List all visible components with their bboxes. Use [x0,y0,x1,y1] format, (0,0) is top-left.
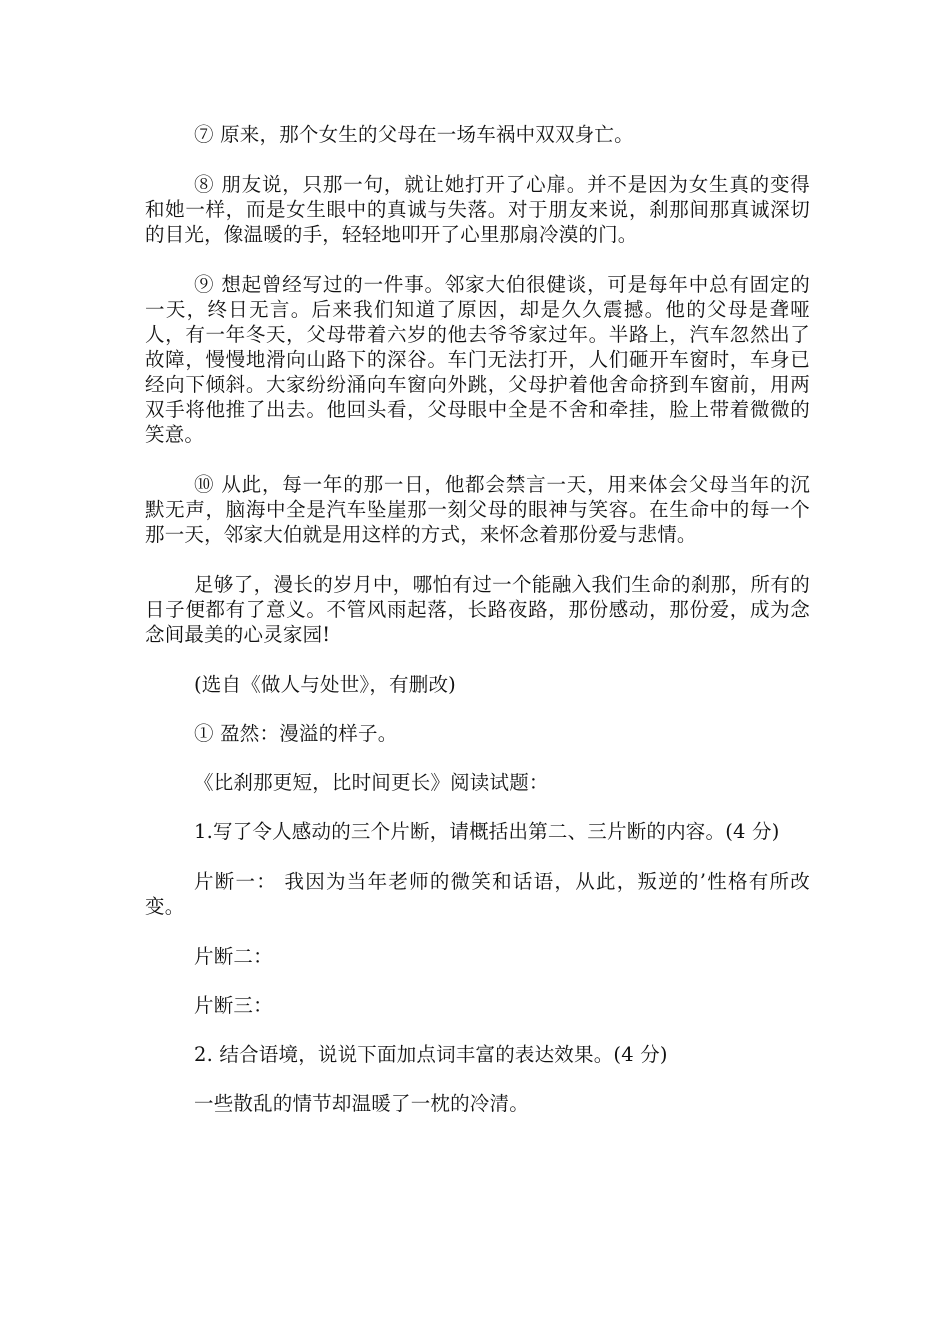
question-2-sentence: 一些散乱的情节却温暖了一枕的冷清。 [194,1092,529,1115]
quiz-title: 《比刹那更短，比时间更长》阅读试题： [194,771,549,794]
fragment-2: 片断二： [194,945,273,968]
fragment-1: 片断一： 我因为当年老师的微笑和话语，从此，叛逆的’性格有所改变。 [145,870,810,918]
paragraph-9: ⑨ 想起曾经写过的一件事。邻家大伯很健谈，可是每年中总有固定的一天，终日无言。后来我们知道了原因，却是久久震撼。他的父母是聋哑人，有一年冬天，父母带着六岁的他去爷爷家过年。半路上，汽车忽然出了故障，慢慢地滑向山路下的深谷。车门无法打开，人们砸开车窗时，车身已经向下倾斜。大家纷纷涌向车窗向外跳，父母护着他舍命挤到车窗前，用两双手将他推了出去。他回头看，父母眼中全是不舍和牵挂，脸上带着微微的笑意。 [145,273,810,446]
paragraph-8: ⑧ 朋友说，只那一句，就让她打开了心扉。并不是因为女生真的变得和她一样，而是女生眼中的真诚与失落。对于朋友来说，刹那间那真诚深切的目光，像温暖的手，轻轻地叩开了心里那扇冷漠的门。 [145,173,810,246]
paragraph-7: ⑦ 原来，那个女生的父母在一场车祸中双双身亡。 [194,123,634,146]
question-2: 2. 结合语境，说说下面加点词丰富的表达效果。(4 分) [194,1043,668,1066]
fragment-3: 片断三： [194,994,273,1017]
paragraph-10: ⑩ 从此，每一年的那一日，他都会禁言一天，用来体会父母当年的沉默无声，脑海中全是汽车坠崖那一刻父母的眼神与笑容。在生命中的每一个那一天，邻家大伯就是用这样的方式，来怀念着那份爱与悲情。 [145,473,810,546]
question-1: 1.写了令人感动的三个片断，请概括出第二、三片断的内容。(4 分) [194,820,780,843]
paragraph-conclusion: 足够了，漫长的岁月中，哪怕有过一个能融入我们生命的刹那，所有的日子便都有了意义。不管风雨起落，长路夜路，那份感动，那份爱，成为念念间最美的心灵家园! [145,573,810,646]
footnote: ① 盈然：漫溢的样子。 [194,722,398,745]
document-body [145,122,810,1141]
source-note: (选自《做人与处世》，有删改) [194,673,456,696]
